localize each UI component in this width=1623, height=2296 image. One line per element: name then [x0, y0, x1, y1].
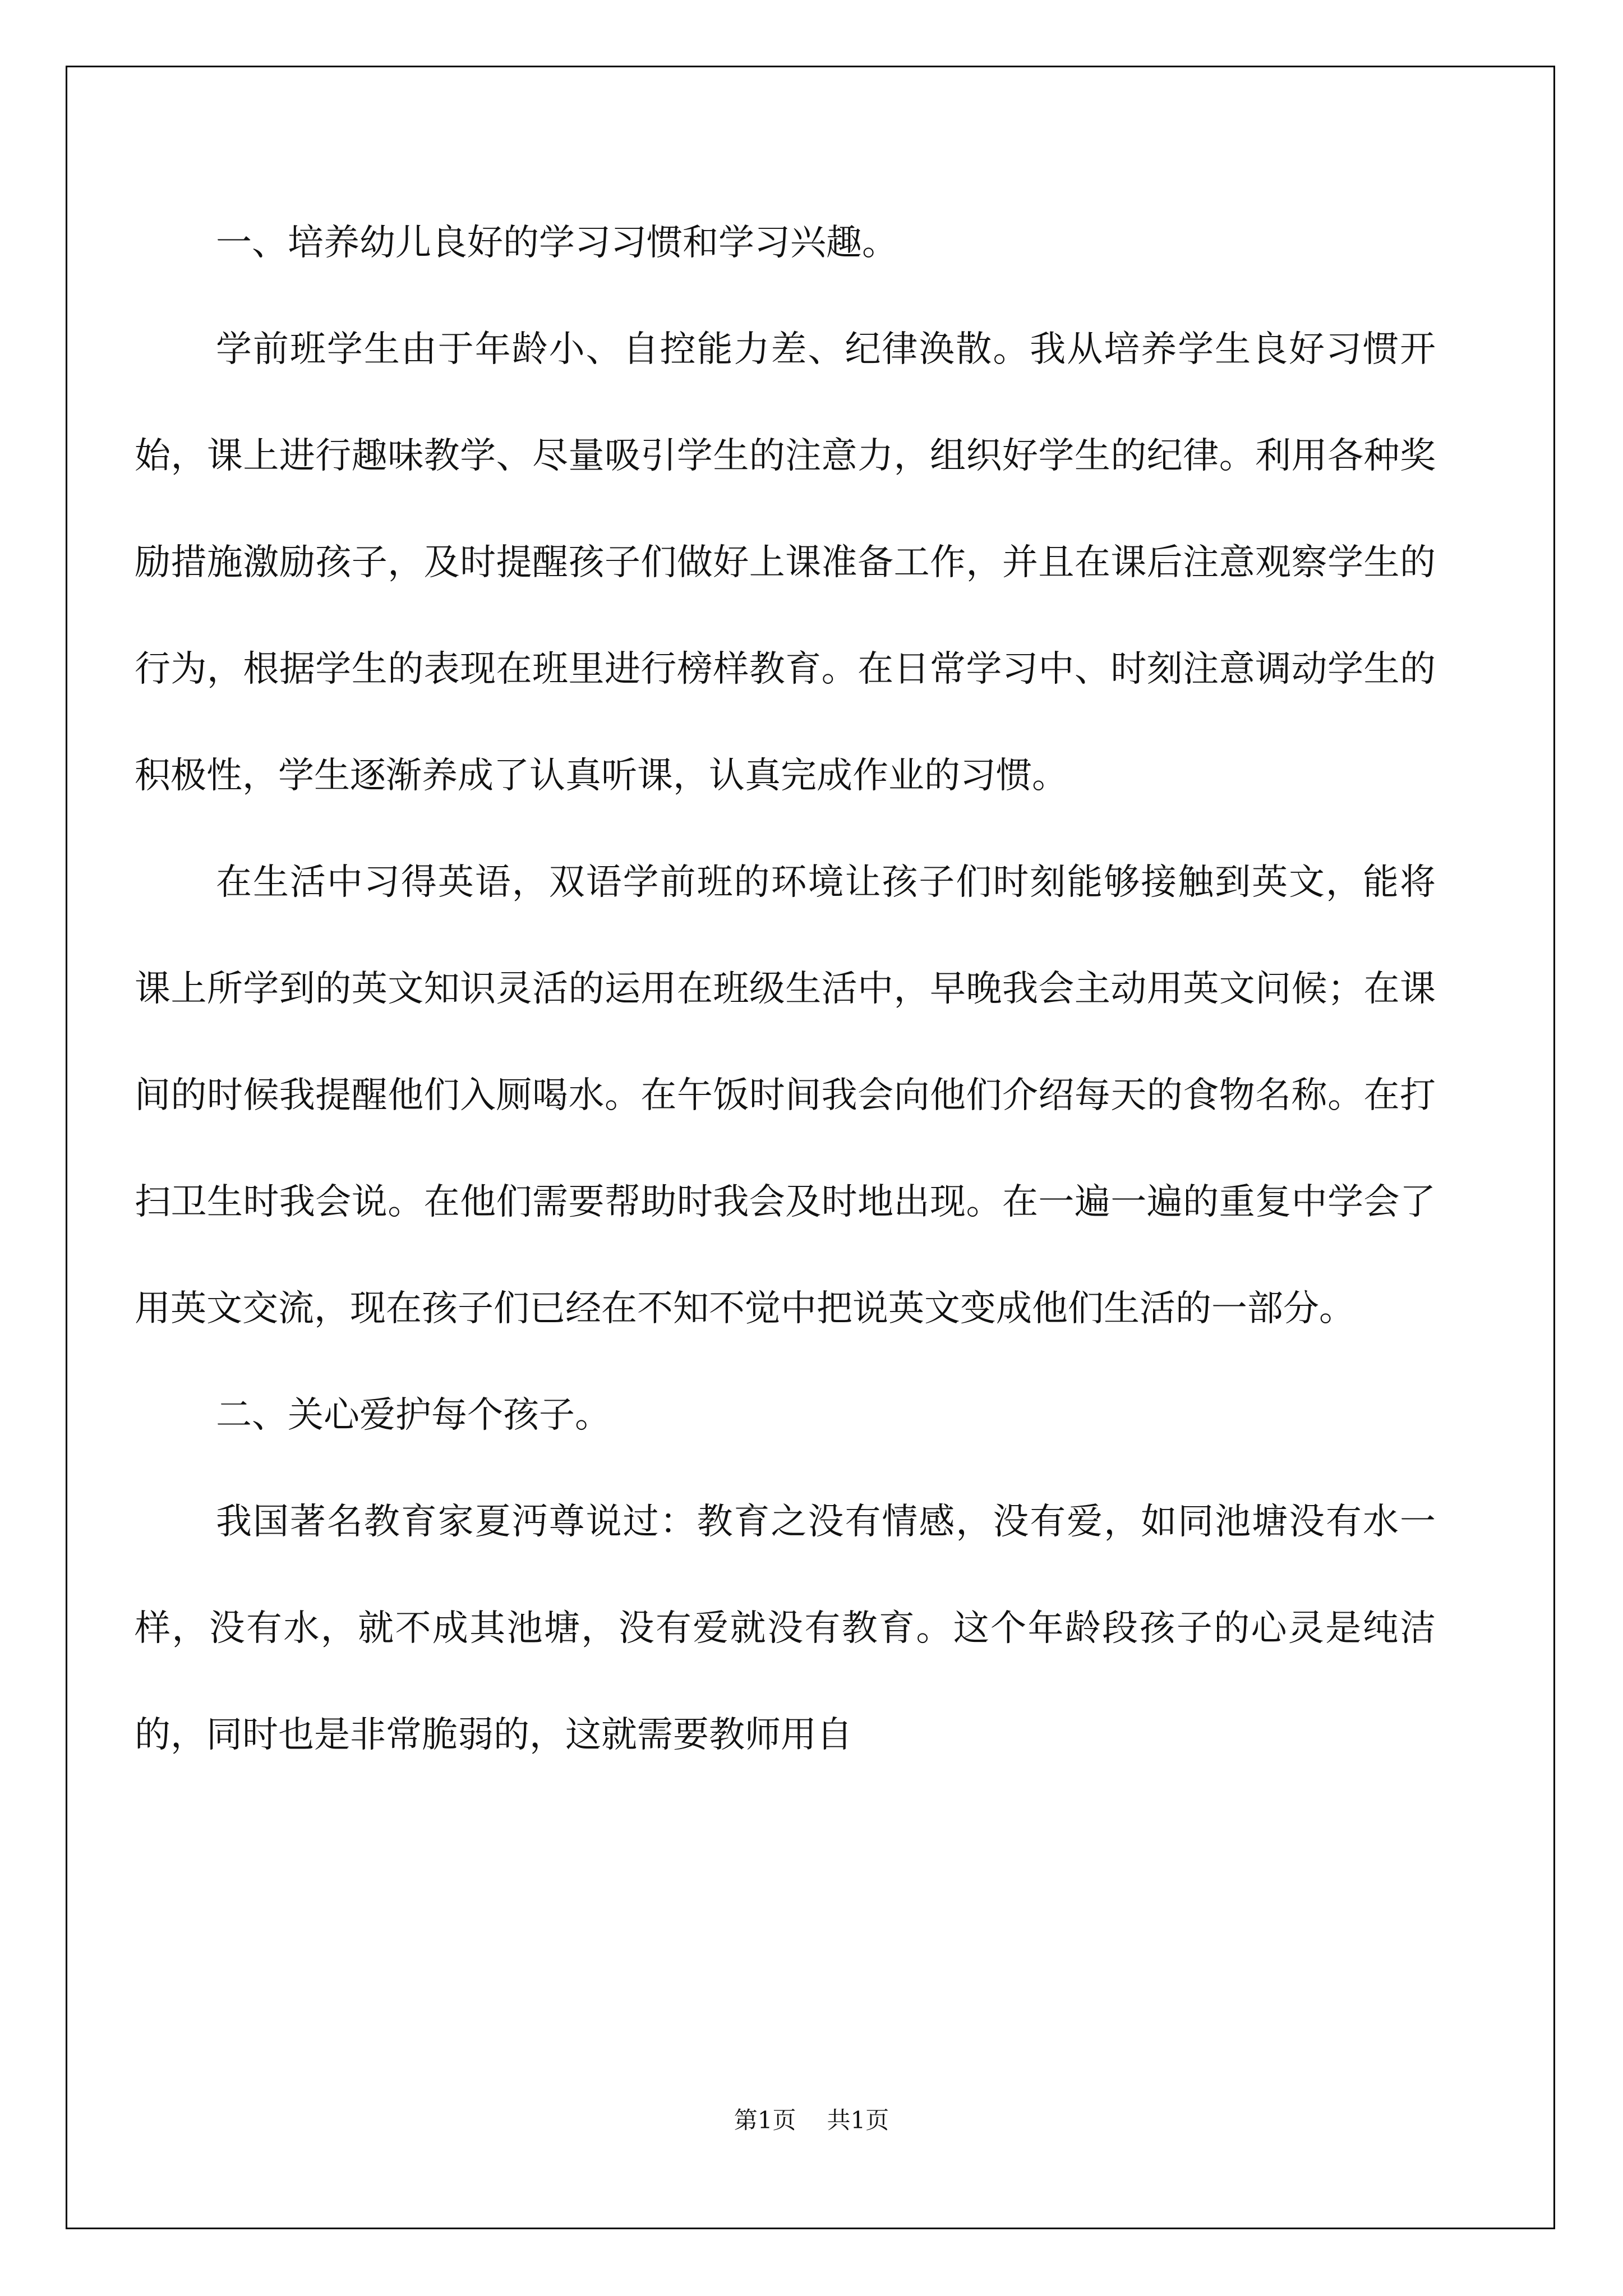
- document-body: [135, 0, 1436, 1788]
- paragraph-care: 我国著名教育家夏沔尊说过：教育之没有情感，没有爱，如同池塘没有水一样，没有水，就不成其池塘，没有爱就没有教育。这个年龄段孩子的心灵是纯洁的，同时也是非常脆弱的，这就需要教师用自: [135, 1501, 1436, 1756]
- paragraph-habits: 学前班学生由于年龄小、自控能力差、纪律涣散。我从培养学生良好习惯开始，课上进行趣味教学、尽量吸引学生的注意力，组织好学生的纪律。利用各种奖励措施激励孩子，及时提醒孩子们做好上课准备工作，并且在课后注意观察学生的行为，根据学生的表现在班里进行榜样教育。在日常学习中、时刻注意调动学生的积极性，学生逐渐养成了认真听课，认真完成作业的习惯。: [135, 329, 1436, 797]
- page-footer: [0, 2102, 1623, 2136]
- content-block: [135, 190, 1436, 1788]
- paragraph-english: 在生活中习得英语，双语学前班的环境让孩子们时刻能够接触到英文，能将课上所学到的英文知识灵活的运用在班级生活中，早晚我会主动用英文问候；在课间的时候我提醒他们入厕喝水。在午饭时间我会向他们介绍每天的食物名称。在打扫卫生时我会说。在他们需要帮助时我会及时地出现。在一遍一遍的重复中学会了用英文交流，现在孩子们已经在不知不觉中把说英文变成他们生活的一部分。: [135, 862, 1436, 1329]
- page-number: 第1页: [734, 2106, 796, 2134]
- heading-1: 一、培养幼儿良好的学习习惯和学习兴趣。: [216, 222, 898, 264]
- page-total: 共1页: [827, 2106, 889, 2134]
- heading-2: 二、关心爱护每个孩子。: [216, 1395, 611, 1436]
